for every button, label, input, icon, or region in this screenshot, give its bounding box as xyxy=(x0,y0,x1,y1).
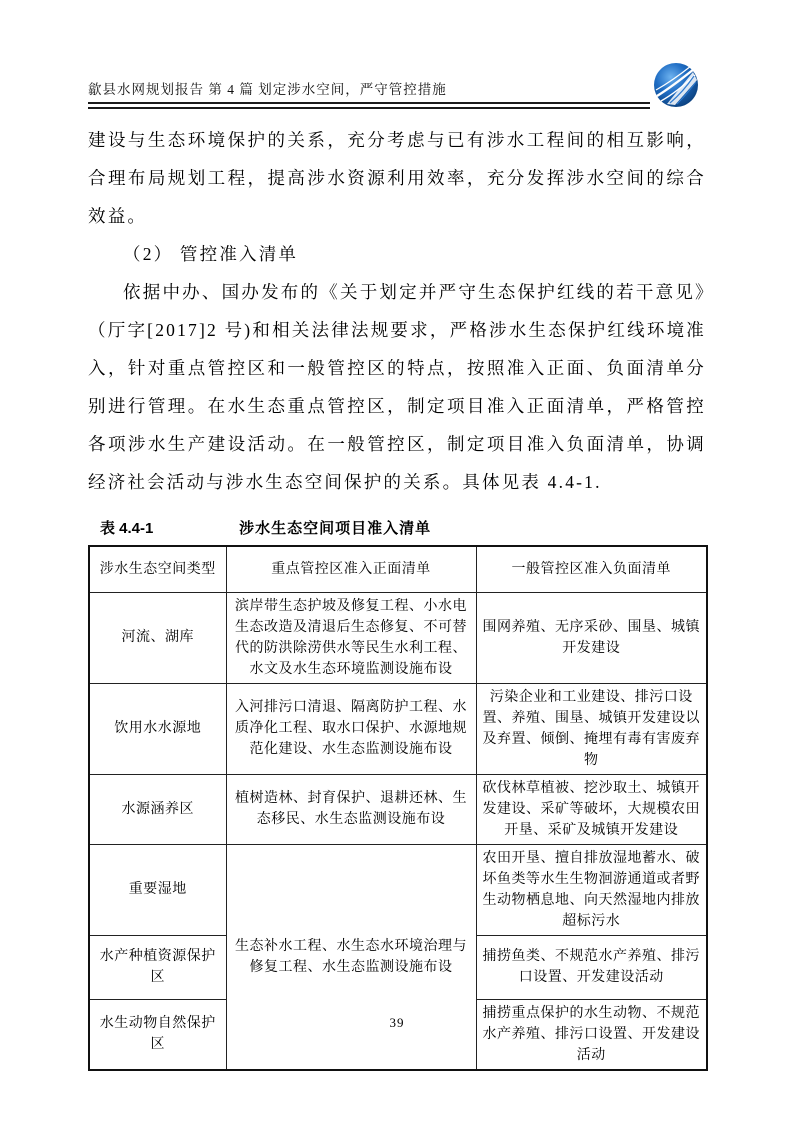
table-header-row xyxy=(89,546,707,592)
table-caption-title: 涉水生态空间项目准入清单 xyxy=(239,520,432,537)
access-list-table xyxy=(88,545,708,1071)
cell-positive-list: 滨岸带生态护坡及修复工程、小水电生态改造及清退后生态修复、不可替代的防洪除涝供水等民生水利工程、水文及水生态环境监测设施布设 xyxy=(226,592,476,683)
running-header-title: 歙县水网规划报告 第 4 篇 划定涉水空间，严守管控措施 xyxy=(88,82,447,97)
blue-sphere-road-icon xyxy=(653,62,699,108)
cell-negative-list: 农田开垦、擅自排放湿地蓄水、破坏鱼类等水生生物洄游通道或者野生动物栖息地、向天然湿地内排放超标污水 xyxy=(476,844,707,935)
cell-positive-list: 入河排污口清退、隔离防护工程、水质净化工程、取水口保护、水源地规范化建设、水生态监测设施布设 xyxy=(226,683,476,774)
paragraph-subheading: （2） 管控准入清单 xyxy=(123,244,299,264)
cell-negative-list: 围网养殖、无序采砂、围垦、城镇开发建设 xyxy=(476,592,707,683)
column-header-positive-list: 重点管控区准入正面清单 xyxy=(226,546,476,592)
table-row xyxy=(89,592,707,683)
cell-space-type: 水源涵养区 xyxy=(89,774,226,844)
cell-negative-list: 捕捞重点保护的水生动物、不规范水产养殖、排污口设置、开发建设活动 xyxy=(476,999,707,1070)
cell-negative-list: 捕捞鱼类、不规范水产养殖、排污口设置、开发建设活动 xyxy=(476,935,707,999)
paragraph-main: 依据中办、国办发布的《关于划定并严守生态保护红线的若干意见》（厅字[2017]2 号)和相关法律法规要求，严格涉水生态保护红线环境准入，针对重点管控区和一般管控区的特点，按照准入正面、负面清单分别进行管理。在水生态重点管控区，制定项目准入正面清单，严格管控各项涉水生产建设活动。在一般管控区，制定项目准入负面清单，协调经济社会活动与涉水生态空间保护的关系。具体见表 4.4-1. xyxy=(88,282,706,492)
cell-space-type: 水生动物自然保护区 xyxy=(89,999,226,1070)
cell-space-type: 重要湿地 xyxy=(89,844,226,935)
column-header-negative-list: 一般管控区准入负面清单 xyxy=(476,546,707,592)
paragraph-continuation: 建设与生态环境保护的关系，充分考虑与已有涉水工程间的相互影响，合理布局规划工程，提高涉水资源利用效率，充分发挥涉水空间的综合效益。 xyxy=(88,130,706,226)
table-row xyxy=(89,683,707,774)
table-row xyxy=(89,774,707,844)
table-caption-label: 表 4.4-1 xyxy=(100,520,154,537)
cell-negative-list: 砍伐林草植被、挖沙取土、城镇开发建设、采矿等破坏，大规模农田开垦、采矿及城镇开发建设 xyxy=(476,774,707,844)
cell-negative-list: 污染企业和工业建设、排污口设置、养殖、围垦、城镇开发建设以及弃置、倾倒、掩埋有毒有害废弃物 xyxy=(476,683,707,774)
cell-positive-list: 植树造林、封育保护、退耕还林、生态移民、水生态监测设施布设 xyxy=(226,774,476,844)
header-double-rule xyxy=(88,102,650,109)
table-row xyxy=(89,844,707,935)
brand-logo-icon xyxy=(653,62,699,108)
running-header xyxy=(88,0,706,109)
cell-positive-list-merged: 生态补水工程、水生态水环境治理与修复工程、水生态监测设施布设 xyxy=(226,844,476,1070)
body-text xyxy=(88,121,706,501)
cell-space-type: 饮用水水源地 xyxy=(89,683,226,774)
cell-space-type: 水产种植资源保护区 xyxy=(89,935,226,999)
column-header-space-type: 涉水生态空间类型 xyxy=(89,546,226,592)
table-caption xyxy=(88,517,706,541)
cell-space-type: 河流、湖库 xyxy=(89,592,226,683)
page-number: 39 xyxy=(389,1015,405,1030)
